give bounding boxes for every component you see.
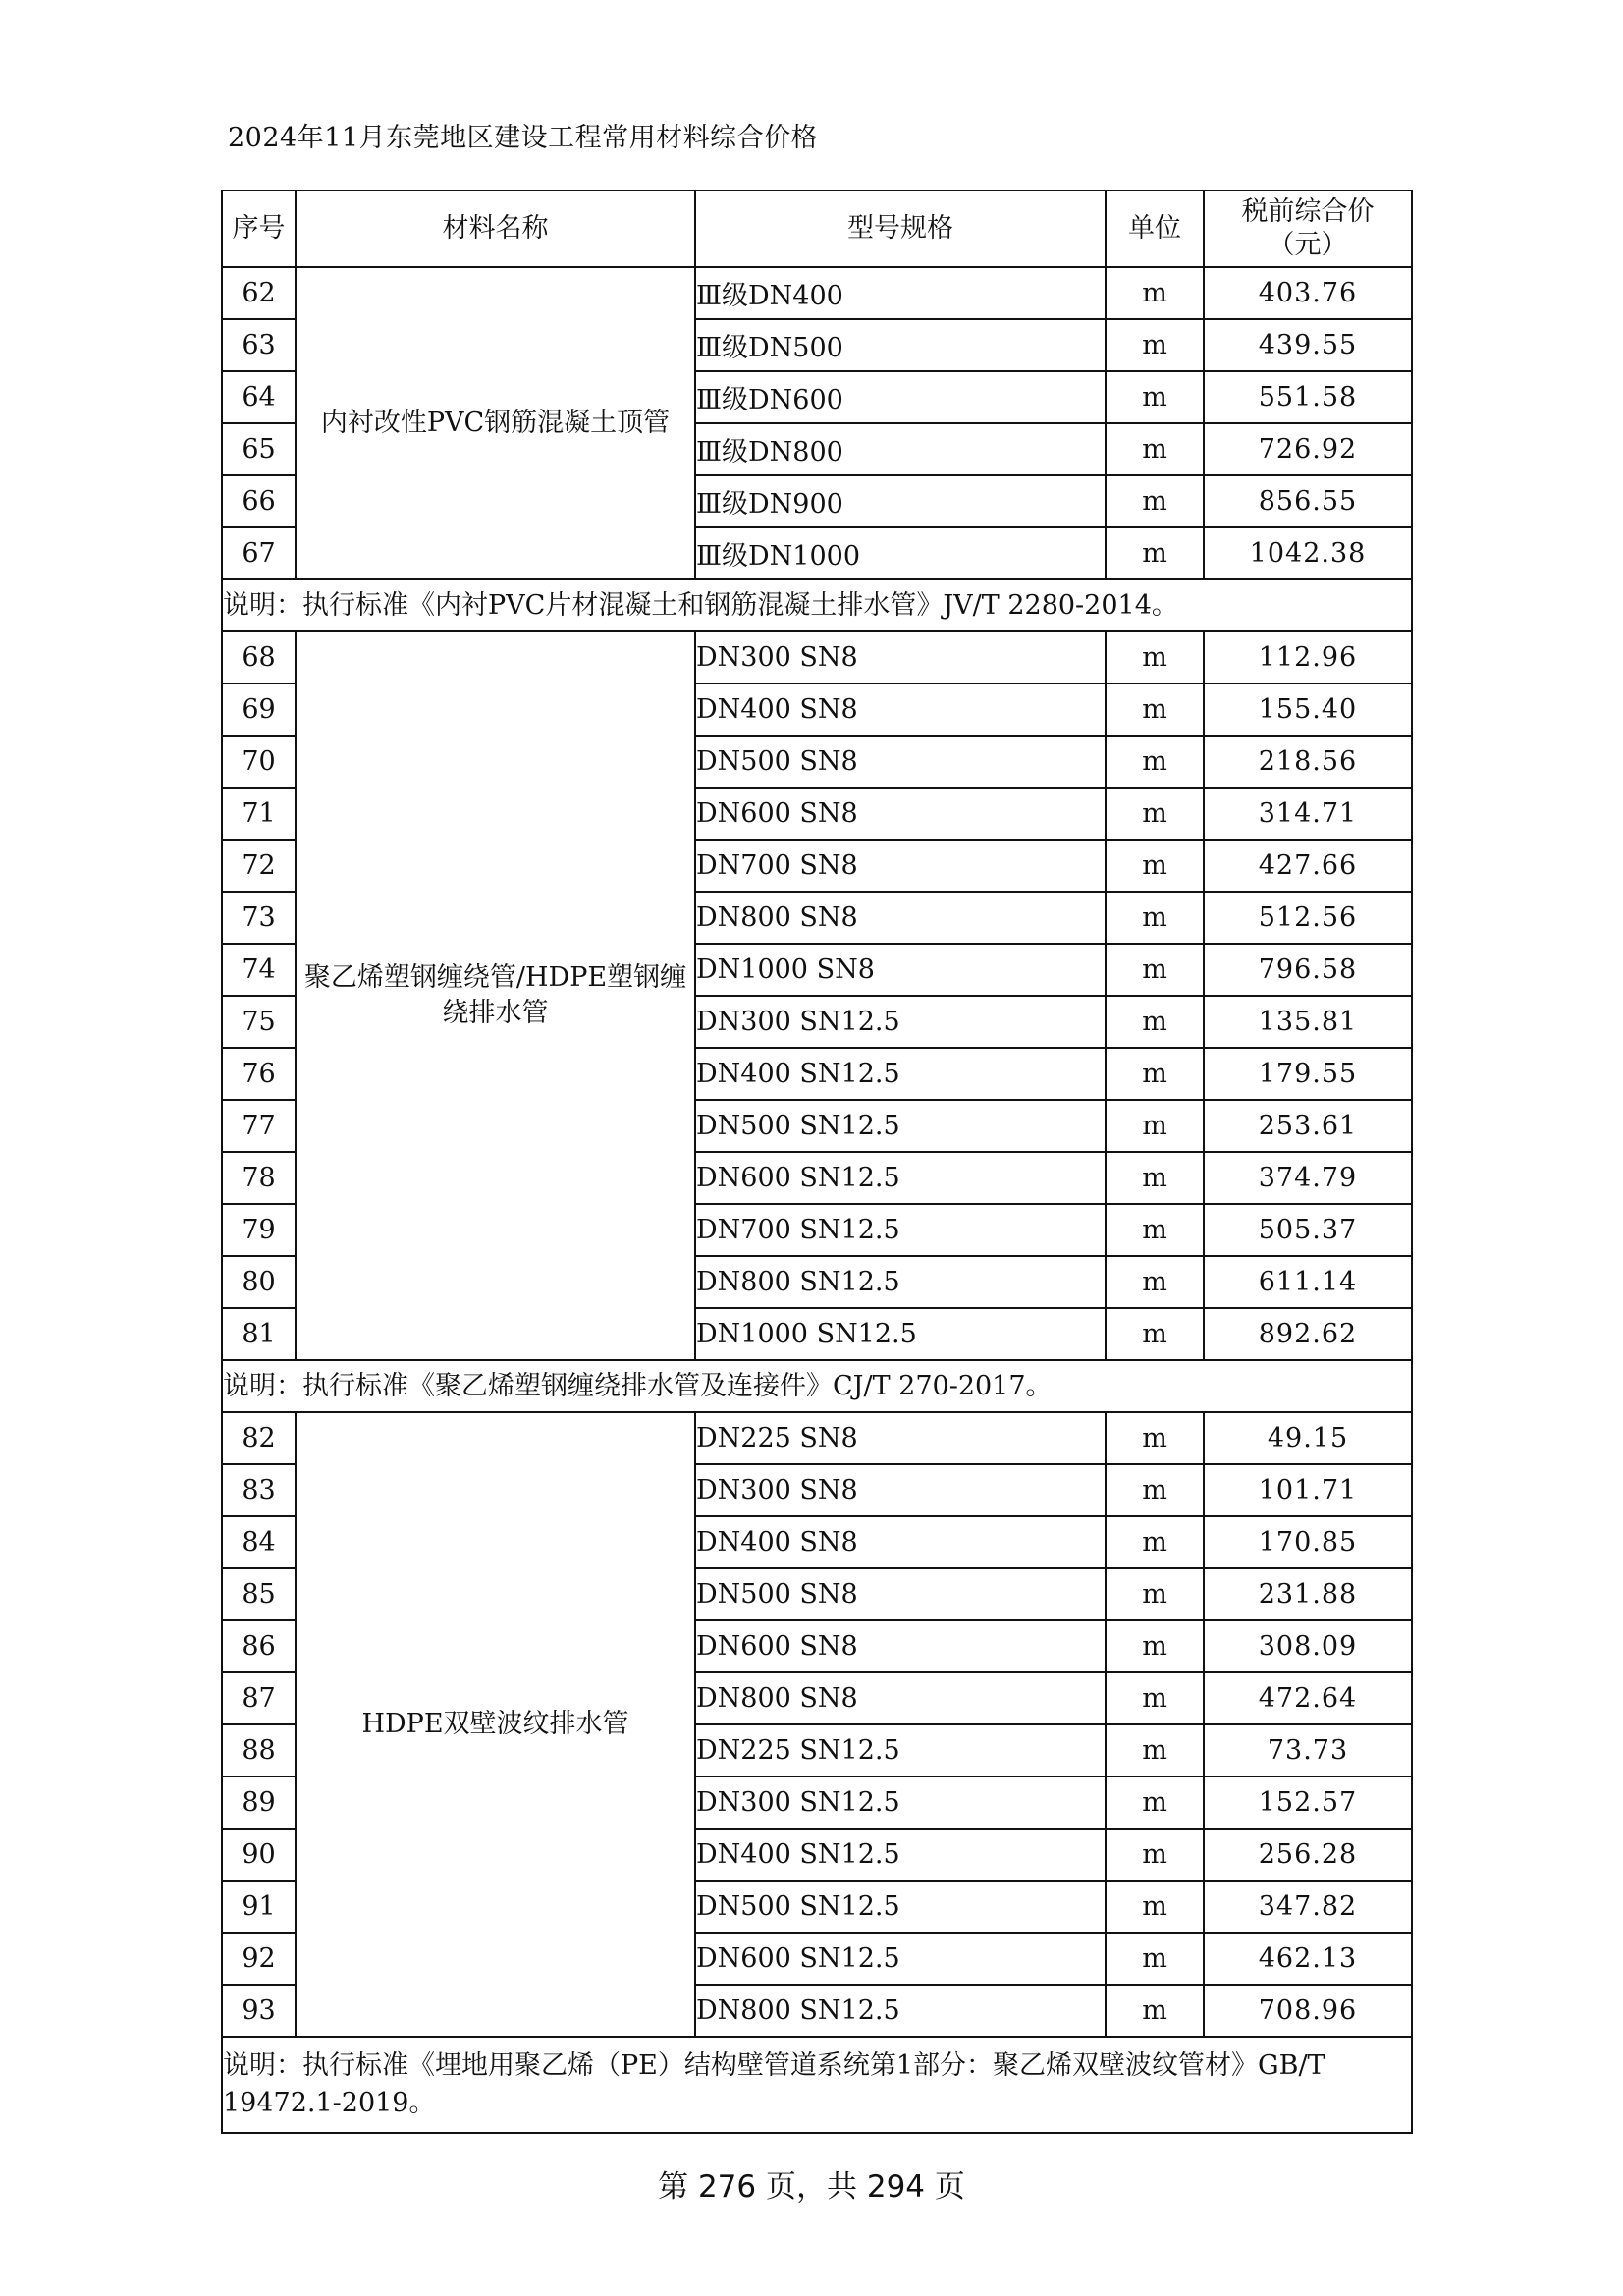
unit-cell: m bbox=[1106, 1256, 1204, 1308]
price-cell: 155.40 bbox=[1204, 683, 1412, 736]
price-cell: 892.62 bbox=[1204, 1308, 1412, 1360]
document-title: 2024年11月东莞地区建设工程常用材料综合价格 bbox=[228, 123, 819, 153]
spec-cell: Ⅲ级DN800 bbox=[695, 423, 1106, 475]
row-number: 93 bbox=[222, 1985, 296, 2037]
unit-cell: m bbox=[1106, 1672, 1204, 1724]
unit-cell: m bbox=[1106, 944, 1204, 996]
price-cell: 308.09 bbox=[1204, 1620, 1412, 1672]
row-number: 77 bbox=[222, 1100, 296, 1152]
row-number: 75 bbox=[222, 996, 296, 1048]
unit-cell: m bbox=[1106, 1204, 1204, 1256]
page-footer: 第 276 页，共 294 页 bbox=[658, 2169, 965, 2205]
price-cell: 505.37 bbox=[1204, 1204, 1412, 1256]
unit-cell: m bbox=[1106, 1620, 1204, 1672]
price-cell: 152.57 bbox=[1204, 1777, 1412, 1829]
spec-cell: DN400 SN12.5 bbox=[695, 1048, 1106, 1100]
row-number: 74 bbox=[222, 944, 296, 996]
header-price-label: 税前综合价 bbox=[1241, 196, 1375, 228]
unit-cell: m bbox=[1106, 1985, 1204, 2037]
table-body bbox=[222, 267, 1412, 2133]
unit-cell: m bbox=[1106, 840, 1204, 892]
unit-cell: m bbox=[1106, 1464, 1204, 1516]
material-name: 聚乙烯塑钢缠绕管/HDPE塑钢缠绕排水管 bbox=[296, 631, 695, 1360]
row-number: 83 bbox=[222, 1464, 296, 1516]
material-name: 内衬改性PVC钢筋混凝土顶管 bbox=[296, 267, 695, 579]
unit-cell: m bbox=[1106, 1412, 1204, 1464]
unit-cell: m bbox=[1106, 1933, 1204, 1985]
unit-cell: m bbox=[1106, 371, 1204, 423]
unit-cell: m bbox=[1106, 319, 1204, 371]
unit-cell: m bbox=[1106, 1724, 1204, 1777]
row-number: 63 bbox=[222, 319, 296, 371]
spec-cell: DN1000 SN8 bbox=[695, 944, 1106, 996]
header-spec: 型号规格 bbox=[695, 191, 1106, 267]
price-cell: 347.82 bbox=[1204, 1881, 1412, 1933]
row-number: 73 bbox=[222, 892, 296, 944]
row-number: 64 bbox=[222, 371, 296, 423]
table-row bbox=[222, 1412, 1412, 1464]
unit-cell: m bbox=[1106, 1568, 1204, 1620]
note-row bbox=[222, 1360, 1412, 1412]
spec-cell: DN800 SN12.5 bbox=[695, 1256, 1106, 1308]
spec-cell: Ⅲ级DN500 bbox=[695, 319, 1106, 371]
spec-cell: DN500 SN12.5 bbox=[695, 1100, 1106, 1152]
table-row bbox=[222, 631, 1412, 683]
table-header-row bbox=[222, 191, 1412, 267]
row-number: 82 bbox=[222, 1412, 296, 1464]
row-number: 76 bbox=[222, 1048, 296, 1100]
header-price bbox=[1204, 191, 1412, 267]
spec-cell: DN700 SN8 bbox=[695, 840, 1106, 892]
header-unit: 单位 bbox=[1106, 191, 1204, 267]
spec-cell: DN400 SN8 bbox=[695, 683, 1106, 736]
spec-cell: DN600 SN8 bbox=[695, 788, 1106, 840]
spec-cell: DN1000 SN12.5 bbox=[695, 1308, 1106, 1360]
row-number: 92 bbox=[222, 1933, 296, 1985]
spec-cell: DN225 SN8 bbox=[695, 1412, 1106, 1464]
price-cell: 170.85 bbox=[1204, 1516, 1412, 1568]
header-material: 材料名称 bbox=[296, 191, 695, 267]
price-cell: 1042.38 bbox=[1204, 527, 1412, 579]
row-number: 89 bbox=[222, 1777, 296, 1829]
spec-cell: DN700 SN12.5 bbox=[695, 1204, 1106, 1256]
price-cell: 856.55 bbox=[1204, 475, 1412, 527]
unit-cell: m bbox=[1106, 683, 1204, 736]
price-cell: 314.71 bbox=[1204, 788, 1412, 840]
spec-cell: DN800 SN8 bbox=[695, 892, 1106, 944]
price-cell: 462.13 bbox=[1204, 1933, 1412, 1985]
row-number: 86 bbox=[222, 1620, 296, 1672]
price-cell: 231.88 bbox=[1204, 1568, 1412, 1620]
spec-cell: DN225 SN12.5 bbox=[695, 1724, 1106, 1777]
row-number: 68 bbox=[222, 631, 296, 683]
unit-cell: m bbox=[1106, 1308, 1204, 1360]
unit-cell: m bbox=[1106, 996, 1204, 1048]
standard-note: 说明：执行标准《内衬PVC片材混凝土和钢筋混凝土排水管》JV/T 2280-2014。 bbox=[222, 579, 1412, 631]
unit-cell: m bbox=[1106, 736, 1204, 788]
price-cell: 427.66 bbox=[1204, 840, 1412, 892]
spec-cell: Ⅲ级DN400 bbox=[695, 267, 1106, 319]
price-cell: 49.15 bbox=[1204, 1412, 1412, 1464]
standard-note: 说明：执行标准《埋地用聚乙烯（PE）结构壁管道系统第1部分：聚乙烯双壁波纹管材》GB/T 19472.1-2019。 bbox=[222, 2037, 1412, 2133]
row-number: 66 bbox=[222, 475, 296, 527]
row-number: 65 bbox=[222, 423, 296, 475]
spec-cell: DN600 SN12.5 bbox=[695, 1933, 1106, 1985]
unit-cell: m bbox=[1106, 475, 1204, 527]
row-number: 81 bbox=[222, 1308, 296, 1360]
price-cell: 179.55 bbox=[1204, 1048, 1412, 1100]
row-number: 85 bbox=[222, 1568, 296, 1620]
unit-cell: m bbox=[1106, 423, 1204, 475]
spec-cell: Ⅲ级DN600 bbox=[695, 371, 1106, 423]
price-cell: 253.61 bbox=[1204, 1100, 1412, 1152]
unit-cell: m bbox=[1106, 1881, 1204, 1933]
unit-cell: m bbox=[1106, 1152, 1204, 1204]
row-number: 62 bbox=[222, 267, 296, 319]
row-number: 71 bbox=[222, 788, 296, 840]
unit-cell: m bbox=[1106, 1048, 1204, 1100]
unit-cell: m bbox=[1106, 631, 1204, 683]
note-row bbox=[222, 2037, 1412, 2133]
spec-cell: DN500 SN8 bbox=[695, 1568, 1106, 1620]
row-number: 78 bbox=[222, 1152, 296, 1204]
spec-cell: Ⅲ级DN900 bbox=[695, 475, 1106, 527]
spec-cell: DN400 SN12.5 bbox=[695, 1829, 1106, 1881]
unit-cell: m bbox=[1106, 267, 1204, 319]
spec-cell: DN600 SN8 bbox=[695, 1620, 1106, 1672]
row-number: 70 bbox=[222, 736, 296, 788]
header-price-unit: （元） bbox=[1268, 230, 1348, 260]
spec-cell: DN400 SN8 bbox=[695, 1516, 1106, 1568]
unit-cell: m bbox=[1106, 788, 1204, 840]
spec-cell: DN500 SN8 bbox=[695, 736, 1106, 788]
spec-cell: DN300 SN12.5 bbox=[695, 1777, 1106, 1829]
price-cell: 101.71 bbox=[1204, 1464, 1412, 1516]
price-cell: 135.81 bbox=[1204, 996, 1412, 1048]
spec-cell: Ⅲ级DN1000 bbox=[695, 527, 1106, 579]
unit-cell: m bbox=[1106, 527, 1204, 579]
spec-cell: DN800 SN8 bbox=[695, 1672, 1106, 1724]
unit-cell: m bbox=[1106, 1829, 1204, 1881]
unit-cell: m bbox=[1106, 1516, 1204, 1568]
material-price-table bbox=[221, 190, 1413, 2134]
row-number: 72 bbox=[222, 840, 296, 892]
row-number: 84 bbox=[222, 1516, 296, 1568]
price-cell: 218.56 bbox=[1204, 736, 1412, 788]
unit-cell: m bbox=[1106, 892, 1204, 944]
header-seq: 序号 bbox=[222, 191, 296, 267]
unit-cell: m bbox=[1106, 1777, 1204, 1829]
material-name: HDPE双壁波纹排水管 bbox=[296, 1412, 695, 2037]
unit-cell: m bbox=[1106, 1100, 1204, 1152]
spec-cell: DN800 SN12.5 bbox=[695, 1985, 1106, 2037]
price-cell: 472.64 bbox=[1204, 1672, 1412, 1724]
row-number: 87 bbox=[222, 1672, 296, 1724]
row-number: 69 bbox=[222, 683, 296, 736]
row-number: 88 bbox=[222, 1724, 296, 1777]
price-cell: 611.14 bbox=[1204, 1256, 1412, 1308]
spec-cell: DN500 SN12.5 bbox=[695, 1881, 1106, 1933]
price-cell: 796.58 bbox=[1204, 944, 1412, 996]
row-number: 91 bbox=[222, 1881, 296, 1933]
row-number: 67 bbox=[222, 527, 296, 579]
spec-cell: DN300 SN12.5 bbox=[695, 996, 1106, 1048]
row-number: 90 bbox=[222, 1829, 296, 1881]
price-cell: 256.28 bbox=[1204, 1829, 1412, 1881]
spec-cell: DN300 SN8 bbox=[695, 1464, 1106, 1516]
table-row bbox=[222, 267, 1412, 319]
standard-note: 说明：执行标准《聚乙烯塑钢缠绕排水管及连接件》CJ/T 270-2017。 bbox=[222, 1360, 1412, 1412]
price-cell: 439.55 bbox=[1204, 319, 1412, 371]
row-number: 80 bbox=[222, 1256, 296, 1308]
note-row bbox=[222, 579, 1412, 631]
price-cell: 708.96 bbox=[1204, 1985, 1412, 2037]
spec-cell: DN600 SN12.5 bbox=[695, 1152, 1106, 1204]
price-cell: 73.73 bbox=[1204, 1724, 1412, 1777]
price-cell: 512.56 bbox=[1204, 892, 1412, 944]
price-cell: 403.76 bbox=[1204, 267, 1412, 319]
spec-cell: DN300 SN8 bbox=[695, 631, 1106, 683]
price-cell: 112.96 bbox=[1204, 631, 1412, 683]
price-cell: 726.92 bbox=[1204, 423, 1412, 475]
price-cell: 551.58 bbox=[1204, 371, 1412, 423]
price-cell: 374.79 bbox=[1204, 1152, 1412, 1204]
row-number: 79 bbox=[222, 1204, 296, 1256]
